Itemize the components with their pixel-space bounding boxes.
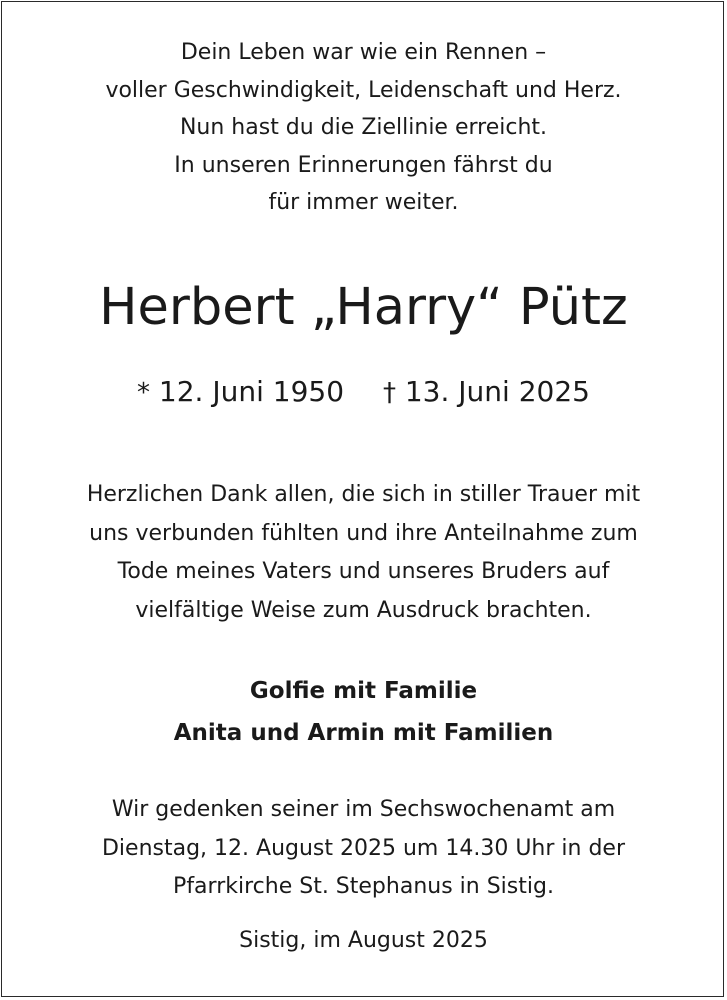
poem-line: In unseren Erinnerungen fährst du [174,152,553,178]
place-date: Sistig, im August 2025 [239,928,488,953]
thanks-line: Tode meines Vaters und unseres Bruders auf [117,559,610,584]
death-symbol: † [382,378,396,408]
poem-line: voller Geschwindigkeit, Leidenschaft und Herz. [105,77,622,103]
deceased-name: Herbert „Harry“ Pütz [99,278,628,337]
memorial-line: Dienstag, 12. August 2025 um 14.30 Uhr in der [101,835,625,861]
birth-date: 12. Juni 1950 [158,375,345,408]
poem-line: für immer weiter. [268,190,459,215]
memorial-line: Pfarrkirche St. Stephanus in Sistig. [173,874,554,899]
family-line: Golfie mit Familie [249,678,478,704]
family-line: Anita und Armin mit Familien [173,720,554,746]
thanks-text [0,476,727,630]
family-names [0,670,727,754]
poem-line: Dein Leben war wie ein Rennen – [180,40,547,65]
thanks-line: vielfältige Weise zum Ausdruck brachten. [135,597,592,623]
thanks-line: Herzlichen Dank allen, die sich in stiller Trauer mit [86,482,641,507]
life-dates [0,372,727,413]
thanks-line: uns verbunden fühlten und ihre Anteilnahme zum [89,520,638,546]
memorial-line: Wir gedenken seiner im Sechswochenamt am [111,797,616,822]
poem [0,34,727,222]
birth-symbol: * [137,378,151,408]
poem-line: Nun hast du die Ziellinie erreicht. [179,115,548,140]
memorial-service-text [0,791,727,907]
death-date: 13. Juni 2025 [404,375,590,408]
